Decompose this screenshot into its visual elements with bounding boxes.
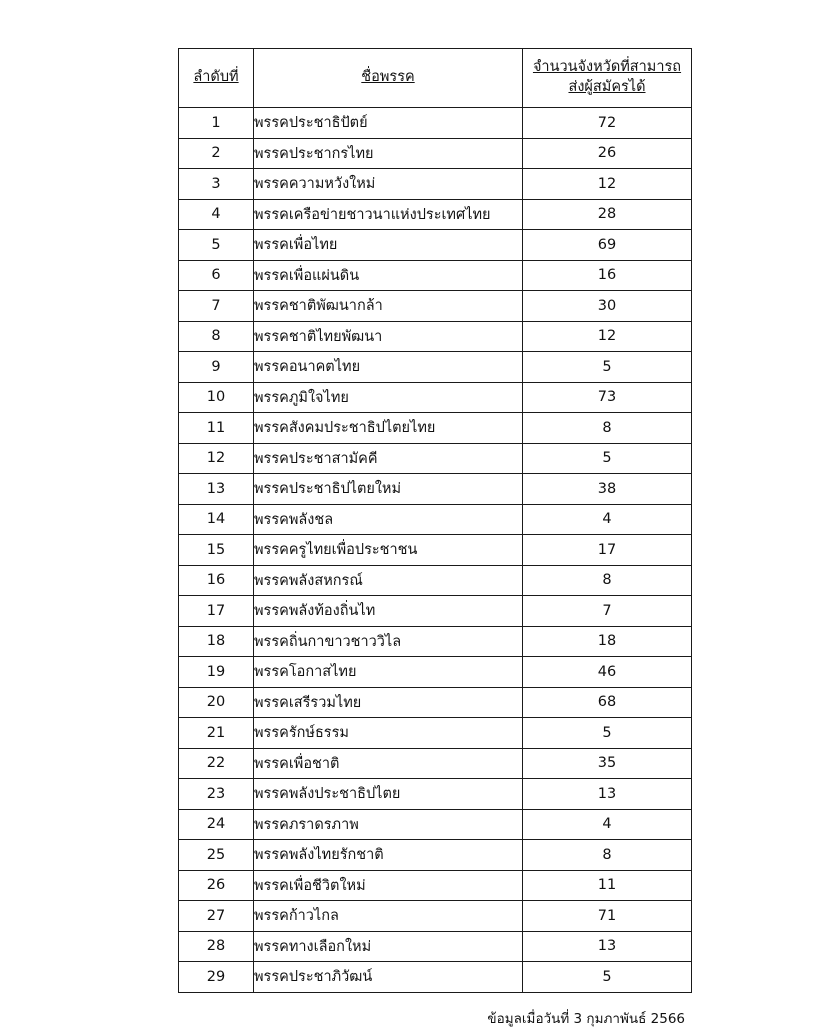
cell-province-count: 17 bbox=[523, 535, 692, 566]
table-row bbox=[179, 962, 692, 993]
cell-province-count: 4 bbox=[523, 809, 692, 840]
cell-party-name: พรรคถิ่นกาขาวชาววิไล bbox=[254, 626, 523, 657]
cell-number: 15 bbox=[179, 535, 254, 566]
table-row bbox=[179, 840, 692, 871]
table-row bbox=[179, 504, 692, 535]
table-row bbox=[179, 352, 692, 383]
cell-province-count: 8 bbox=[523, 413, 692, 444]
cell-province-count: 5 bbox=[523, 962, 692, 993]
cell-number: 11 bbox=[179, 413, 254, 444]
table-row bbox=[179, 138, 692, 169]
cell-party-name: พรรคครูไทยเพื่อประชาชน bbox=[254, 535, 523, 566]
cell-party-name: พรรคชาติไทยพัฒนา bbox=[254, 321, 523, 352]
cell-province-count: 8 bbox=[523, 565, 692, 596]
cell-province-count: 72 bbox=[523, 108, 692, 139]
table-row bbox=[179, 565, 692, 596]
cell-party-name: พรรคเสรีรวมไทย bbox=[254, 687, 523, 718]
cell-province-count: 5 bbox=[523, 352, 692, 383]
cell-province-count: 69 bbox=[523, 230, 692, 261]
column-header-party-name bbox=[254, 49, 523, 108]
cell-province-count: 73 bbox=[523, 382, 692, 413]
cell-number: 18 bbox=[179, 626, 254, 657]
political-party-table bbox=[178, 48, 692, 993]
cell-province-count: 8 bbox=[523, 840, 692, 871]
cell-province-count: 12 bbox=[523, 169, 692, 200]
cell-province-count: 12 bbox=[523, 321, 692, 352]
cell-number: 16 bbox=[179, 565, 254, 596]
cell-party-name: พรรคเพื่อชีวิตใหม่ bbox=[254, 870, 523, 901]
cell-province-count: 26 bbox=[523, 138, 692, 169]
cell-number: 2 bbox=[179, 138, 254, 169]
cell-party-name: พรรคทางเลือกใหม่ bbox=[254, 931, 523, 962]
table-row bbox=[179, 809, 692, 840]
table-row bbox=[179, 382, 692, 413]
table-row bbox=[179, 870, 692, 901]
table-row bbox=[179, 321, 692, 352]
cell-province-count: 5 bbox=[523, 718, 692, 749]
column-header-number-label: ลำดับที่ bbox=[193, 69, 239, 86]
cell-party-name: พรรคภูมิใจไทย bbox=[254, 382, 523, 413]
cell-number: 3 bbox=[179, 169, 254, 200]
cell-party-name: พรรคพลังไทยรักชาติ bbox=[254, 840, 523, 871]
cell-party-name: พรรคโอกาสไทย bbox=[254, 657, 523, 688]
cell-number: 27 bbox=[179, 901, 254, 932]
cell-party-name: พรรคภราดรภาพ bbox=[254, 809, 523, 840]
cell-party-name: พรรคอนาคตไทย bbox=[254, 352, 523, 383]
cell-number: 5 bbox=[179, 230, 254, 261]
column-header-party-name-label: ชื่อพรรค bbox=[361, 69, 415, 86]
cell-province-count: 68 bbox=[523, 687, 692, 718]
table-row bbox=[179, 291, 692, 322]
table-row bbox=[179, 535, 692, 566]
table-row bbox=[179, 230, 692, 261]
cell-party-name: พรรคเพื่อแผ่นดิน bbox=[254, 260, 523, 291]
cell-party-name: พรรคประชากรไทย bbox=[254, 138, 523, 169]
cell-party-name: พรรคพลังประชาธิปไตย bbox=[254, 779, 523, 810]
table-body bbox=[179, 108, 692, 993]
cell-party-name: พรรคพลังชล bbox=[254, 504, 523, 535]
cell-number: 7 bbox=[179, 291, 254, 322]
cell-number: 26 bbox=[179, 870, 254, 901]
cell-number: 8 bbox=[179, 321, 254, 352]
cell-number: 9 bbox=[179, 352, 254, 383]
cell-party-name: พรรคประชาภิวัฒน์ bbox=[254, 962, 523, 993]
table-row bbox=[179, 718, 692, 749]
cell-province-count: 16 bbox=[523, 260, 692, 291]
cell-party-name: พรรคประชาสามัคคี bbox=[254, 443, 523, 474]
cell-province-count: 35 bbox=[523, 748, 692, 779]
table-row bbox=[179, 687, 692, 718]
cell-number: 1 bbox=[179, 108, 254, 139]
cell-province-count: 38 bbox=[523, 474, 692, 505]
cell-number: 19 bbox=[179, 657, 254, 688]
table-row bbox=[179, 748, 692, 779]
cell-province-count: 46 bbox=[523, 657, 692, 688]
cell-number: 10 bbox=[179, 382, 254, 413]
cell-province-count: 13 bbox=[523, 931, 692, 962]
cell-number: 28 bbox=[179, 931, 254, 962]
cell-number: 24 bbox=[179, 809, 254, 840]
table-header-row bbox=[179, 49, 692, 108]
table-row bbox=[179, 657, 692, 688]
table-row bbox=[179, 108, 692, 139]
table-row bbox=[179, 169, 692, 200]
cell-number: 25 bbox=[179, 840, 254, 871]
cell-number: 14 bbox=[179, 504, 254, 535]
cell-party-name: พรรคพลังท้องถิ่นไท bbox=[254, 596, 523, 627]
cell-party-name: พรรคความหวังใหม่ bbox=[254, 169, 523, 200]
table-header bbox=[179, 49, 692, 108]
column-header-province-count bbox=[523, 49, 692, 108]
cell-province-count: 11 bbox=[523, 870, 692, 901]
cell-number: 12 bbox=[179, 443, 254, 474]
cell-province-count: 18 bbox=[523, 626, 692, 657]
cell-number: 6 bbox=[179, 260, 254, 291]
cell-party-name: พรรคเครือข่ายชาวนาแห่งประเทศไทย bbox=[254, 199, 523, 230]
table-row bbox=[179, 596, 692, 627]
cell-number: 22 bbox=[179, 748, 254, 779]
table-row bbox=[179, 199, 692, 230]
cell-party-name: พรรคก้าวไกล bbox=[254, 901, 523, 932]
cell-party-name: พรรคสังคมประชาธิปไตยไทย bbox=[254, 413, 523, 444]
column-header-number bbox=[179, 49, 254, 108]
table-row bbox=[179, 931, 692, 962]
table-row bbox=[179, 474, 692, 505]
cell-party-name: พรรครักษ์ธรรม bbox=[254, 718, 523, 749]
cell-party-name: พรรคพลังสหกรณ์ bbox=[254, 565, 523, 596]
cell-number: 4 bbox=[179, 199, 254, 230]
cell-number: 13 bbox=[179, 474, 254, 505]
table-row bbox=[179, 626, 692, 657]
cell-province-count: 30 bbox=[523, 291, 692, 322]
cell-party-name: พรรคประชาธิปัตย์ bbox=[254, 108, 523, 139]
cell-province-count: 7 bbox=[523, 596, 692, 627]
table-row bbox=[179, 260, 692, 291]
cell-province-count: 28 bbox=[523, 199, 692, 230]
column-header-province-count-line2: ส่งผู้สมัครได้ bbox=[568, 79, 646, 95]
table-row bbox=[179, 901, 692, 932]
cell-party-name: พรรคเพื่อชาติ bbox=[254, 748, 523, 779]
cell-number: 17 bbox=[179, 596, 254, 627]
cell-number: 23 bbox=[179, 779, 254, 810]
data-as-of-footnote: ข้อมูลเมื่อวันที่ 3 กุมภาพันธ์ 2566 bbox=[487, 1010, 685, 1027]
table-row bbox=[179, 413, 692, 444]
cell-number: 29 bbox=[179, 962, 254, 993]
cell-province-count: 4 bbox=[523, 504, 692, 535]
cell-province-count: 5 bbox=[523, 443, 692, 474]
cell-number: 20 bbox=[179, 687, 254, 718]
table-row bbox=[179, 779, 692, 810]
cell-party-name: พรรคเพื่อไทย bbox=[254, 230, 523, 261]
table-row bbox=[179, 443, 692, 474]
cell-number: 21 bbox=[179, 718, 254, 749]
cell-party-name: พรรคชาติพัฒนากล้า bbox=[254, 291, 523, 322]
cell-party-name: พรรคประชาธิปไตยใหม่ bbox=[254, 474, 523, 505]
column-header-province-count-line1: จำนวนจังหวัดที่สามารถ bbox=[532, 59, 682, 76]
cell-province-count: 13 bbox=[523, 779, 692, 810]
cell-province-count: 71 bbox=[523, 901, 692, 932]
